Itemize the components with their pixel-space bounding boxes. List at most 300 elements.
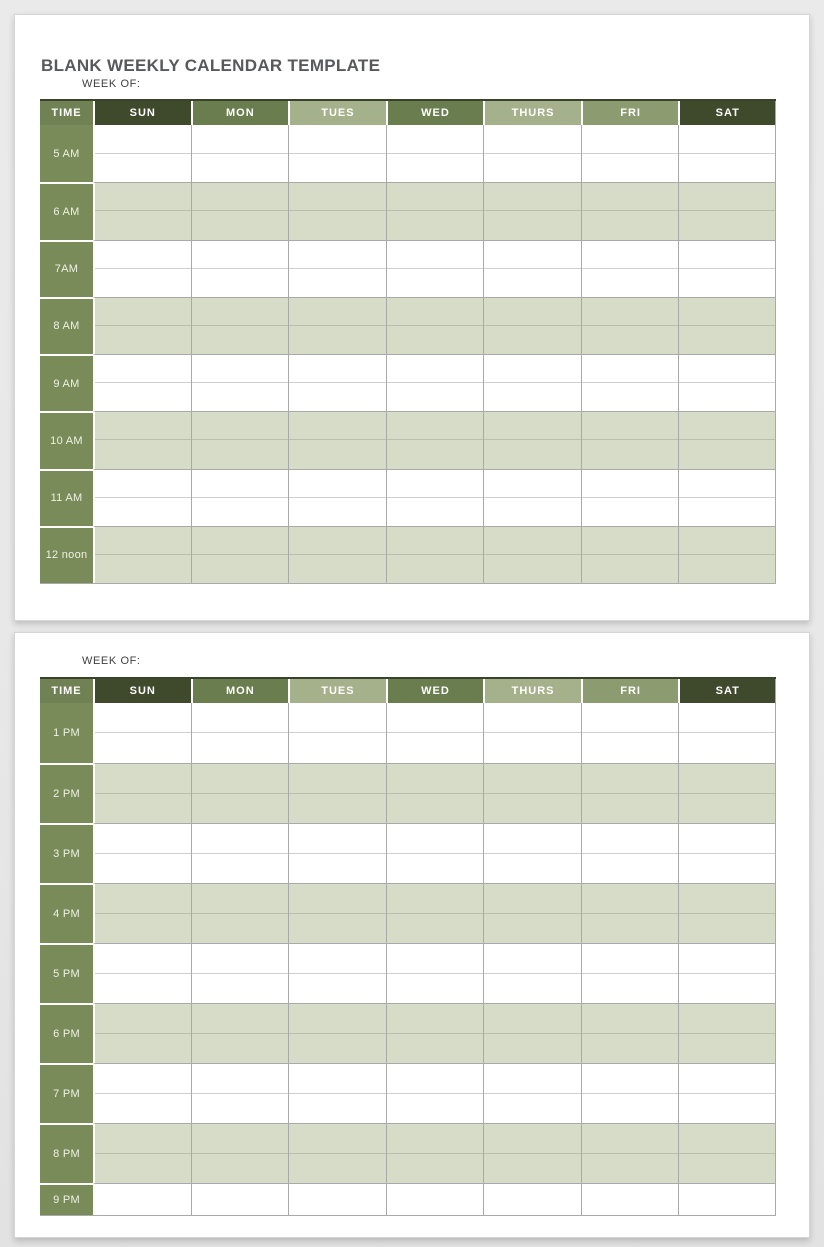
calendar-half-cell xyxy=(192,733,289,763)
calendar-half-cell xyxy=(679,125,775,154)
calendar-half-cell xyxy=(679,527,775,555)
column-header-fri: FRI xyxy=(581,679,679,703)
calendar-cell xyxy=(483,823,581,883)
hour-row xyxy=(40,943,776,1003)
calendar-cell xyxy=(93,297,191,354)
calendar-half-cell xyxy=(289,355,386,383)
calendar-cell xyxy=(678,763,776,823)
calendar-cell xyxy=(288,297,386,354)
hour-row xyxy=(40,1003,776,1063)
column-header-sun: SUN xyxy=(93,101,191,125)
calendar-cell xyxy=(288,469,386,526)
calendar-half-cell xyxy=(582,794,679,824)
calendar-half-cell xyxy=(679,824,775,854)
calendar-half-cell xyxy=(289,154,386,183)
calendar-half-cell xyxy=(192,470,289,498)
calendar-half-cell xyxy=(289,241,386,269)
calendar-cell xyxy=(678,1183,776,1215)
calendar-cell xyxy=(678,883,776,943)
calendar-half-cell xyxy=(387,298,484,326)
calendar-half-cell xyxy=(582,498,679,526)
calendar-cell xyxy=(93,763,191,823)
calendar-half-cell xyxy=(95,326,191,354)
calendar-half-cell xyxy=(95,1154,191,1184)
time-row-label: 7AM xyxy=(40,240,93,297)
calendar-half-cell xyxy=(289,211,386,239)
calendar-cell xyxy=(288,703,386,763)
column-header-wed: WED xyxy=(386,101,484,125)
calendar-cell xyxy=(678,703,776,763)
calendar-half-cell xyxy=(484,241,581,269)
calendar-half-cell xyxy=(484,412,581,440)
calendar-half-cell xyxy=(484,383,581,411)
calendar-half-cell xyxy=(582,326,679,354)
calendar-cell xyxy=(191,883,289,943)
calendar-half-cell xyxy=(192,440,289,468)
calendar-cell xyxy=(93,703,191,763)
calendar-half-cell xyxy=(192,854,289,884)
calendar-half-cell xyxy=(95,884,191,914)
calendar-half-cell xyxy=(192,1004,289,1034)
calendar-half-cell xyxy=(679,854,775,884)
calendar-half-cell xyxy=(289,527,386,555)
calendar-half-cell xyxy=(289,884,386,914)
hour-row xyxy=(40,297,776,354)
calendar-half-cell xyxy=(387,412,484,440)
calendar-cell xyxy=(483,469,581,526)
calendar-cell xyxy=(483,763,581,823)
calendar-cell xyxy=(581,469,679,526)
calendar-half-cell xyxy=(289,383,386,411)
calendar-cell xyxy=(191,823,289,883)
calendar-cell xyxy=(581,1123,679,1183)
calendar-half-cell xyxy=(192,154,289,183)
calendar-cell xyxy=(288,1123,386,1183)
calendar-cell xyxy=(483,703,581,763)
calendar-half-cell xyxy=(679,412,775,440)
calendar-half-cell xyxy=(289,1064,386,1094)
calendar-half-cell xyxy=(192,527,289,555)
calendar-half-cell xyxy=(192,241,289,269)
calendar-half-cell xyxy=(95,241,191,269)
calendar-cell xyxy=(93,1123,191,1183)
calendar-cell xyxy=(386,354,484,411)
calendar-half-cell xyxy=(289,794,386,824)
calendar-half-cell xyxy=(484,1124,581,1154)
calendar-half-cell xyxy=(289,470,386,498)
calendar-half-cell xyxy=(582,211,679,239)
calendar-half-cell xyxy=(192,1034,289,1064)
calendar-half-cell xyxy=(582,470,679,498)
calendar-half-cell xyxy=(192,1094,289,1124)
calendar-half-cell xyxy=(387,154,484,183)
calendar-half-cell xyxy=(582,703,679,733)
column-header-thurs: THURS xyxy=(483,679,581,703)
calendar-half-cell xyxy=(192,555,289,583)
calendar-half-cell xyxy=(289,824,386,854)
calendar-half-cell xyxy=(95,764,191,794)
calendar-half-cell xyxy=(484,703,581,733)
calendar-cell xyxy=(678,943,776,1003)
calendar-half-cell xyxy=(679,884,775,914)
calendar-cell xyxy=(288,1063,386,1123)
calendar-half-cell xyxy=(95,527,191,555)
calendar-cell xyxy=(386,1123,484,1183)
calendar-cell xyxy=(386,823,484,883)
calendar-half-cell xyxy=(484,1004,581,1034)
calendar-half-cell xyxy=(289,974,386,1004)
calendar-cell xyxy=(678,125,776,182)
calendar-half-cell xyxy=(387,1124,484,1154)
calendar-half-cell xyxy=(679,944,775,974)
calendar-cell xyxy=(288,240,386,297)
calendar-half-cell xyxy=(484,470,581,498)
calendar-cell xyxy=(386,411,484,468)
calendar-cell xyxy=(386,943,484,1003)
calendar-half-cell xyxy=(95,1094,191,1124)
calendar-half-cell xyxy=(484,914,581,944)
time-row-label: 10 AM xyxy=(40,411,93,468)
calendar-cell xyxy=(191,943,289,1003)
calendar-cell xyxy=(386,526,484,583)
calendar-cell xyxy=(386,703,484,763)
calendar-half-cell xyxy=(387,764,484,794)
calendar-half-cell xyxy=(679,733,775,763)
calendar-cell xyxy=(581,1003,679,1063)
calendar-half-cell xyxy=(387,1004,484,1034)
calendar-half-cell xyxy=(679,1004,775,1034)
column-header-mon: MON xyxy=(191,101,289,125)
calendar-cell xyxy=(288,943,386,1003)
calendar-cell xyxy=(483,526,581,583)
calendar-cell xyxy=(288,526,386,583)
calendar-half-cell xyxy=(484,154,581,183)
calendar-half-cell xyxy=(387,1064,484,1094)
weekly-calendar-table-am xyxy=(40,99,776,584)
calendar-half-cell xyxy=(95,211,191,239)
hour-row xyxy=(40,469,776,526)
calendar-half-cell xyxy=(289,944,386,974)
calendar-half-cell xyxy=(387,1094,484,1124)
calendar-half-cell xyxy=(484,498,581,526)
calendar-half-cell xyxy=(192,1064,289,1094)
hour-row xyxy=(40,354,776,411)
calendar-cell xyxy=(191,182,289,239)
calendar-half-cell xyxy=(289,1154,386,1184)
calendar-half-cell xyxy=(679,241,775,269)
calendar-half-cell xyxy=(95,383,191,411)
calendar-half-cell xyxy=(582,355,679,383)
calendar-cell xyxy=(483,354,581,411)
calendar-half-cell xyxy=(484,555,581,583)
calendar-cell xyxy=(678,297,776,354)
calendar-half-cell xyxy=(387,733,484,763)
calendar-cell xyxy=(678,823,776,883)
calendar-half-cell xyxy=(192,125,289,154)
calendar-half-cell xyxy=(95,944,191,974)
calendar-half-cell xyxy=(289,498,386,526)
calendar-half-cell xyxy=(679,914,775,944)
calendar-half-cell xyxy=(582,125,679,154)
calendar-half-cell xyxy=(387,355,484,383)
calendar-half-cell xyxy=(484,824,581,854)
calendar-half-cell xyxy=(582,974,679,1004)
calendar-half-cell xyxy=(95,974,191,1004)
calendar-half-cell xyxy=(582,1154,679,1184)
calendar-cell xyxy=(581,354,679,411)
calendar-cell xyxy=(581,125,679,182)
calendar-half-cell xyxy=(582,1034,679,1064)
calendar-half-cell xyxy=(387,498,484,526)
column-header-mon: MON xyxy=(191,679,289,703)
calendar-cell xyxy=(288,1003,386,1063)
calendar-half-cell xyxy=(387,183,484,211)
time-row-label: 6 AM xyxy=(40,182,93,239)
calendar-cell xyxy=(483,943,581,1003)
calendar-cell xyxy=(386,1183,484,1215)
calendar-half-cell xyxy=(484,794,581,824)
calendar-half-cell xyxy=(679,440,775,468)
calendar-cell xyxy=(191,297,289,354)
calendar-cell xyxy=(93,526,191,583)
calendar-cell xyxy=(678,1003,776,1063)
calendar-header-row xyxy=(40,99,776,125)
column-header-sat: SAT xyxy=(678,679,776,703)
calendar-half-cell xyxy=(582,1124,679,1154)
calendar-half-cell xyxy=(95,440,191,468)
calendar-half-cell xyxy=(484,298,581,326)
calendar-half-cell xyxy=(192,764,289,794)
calendar-half-cell xyxy=(192,383,289,411)
calendar-half-cell xyxy=(289,269,386,297)
calendar-half-cell xyxy=(192,269,289,297)
calendar-half-cell xyxy=(679,1094,775,1124)
calendar-half-cell xyxy=(289,914,386,944)
calendar-half-cell xyxy=(289,440,386,468)
calendar-cell xyxy=(191,1183,289,1215)
calendar-half-cell xyxy=(582,944,679,974)
calendar-half-cell xyxy=(484,854,581,884)
calendar-half-cell xyxy=(289,703,386,733)
calendar-half-cell xyxy=(679,794,775,824)
hour-row xyxy=(40,125,776,182)
calendar-half-cell xyxy=(679,1034,775,1064)
calendar-half-cell xyxy=(289,326,386,354)
calendar-cell xyxy=(191,1123,289,1183)
time-row-label: 9 PM xyxy=(40,1183,93,1215)
hour-row xyxy=(40,703,776,763)
calendar-half-cell xyxy=(95,914,191,944)
calendar-cell xyxy=(386,125,484,182)
calendar-cell xyxy=(93,411,191,468)
column-header-time: TIME xyxy=(40,101,93,125)
calendar-cell xyxy=(581,763,679,823)
calendar-half-cell xyxy=(387,884,484,914)
calendar-half-cell xyxy=(289,555,386,583)
calendar-half-cell xyxy=(484,974,581,1004)
calendar-cell xyxy=(678,1123,776,1183)
calendar-half-cell xyxy=(582,854,679,884)
calendar-half-cell xyxy=(484,733,581,763)
calendar-cell xyxy=(678,240,776,297)
calendar-half-cell xyxy=(95,154,191,183)
calendar-half-cell xyxy=(679,1124,775,1154)
calendar-cell xyxy=(386,1063,484,1123)
calendar-half-cell xyxy=(289,298,386,326)
calendar-cell xyxy=(386,182,484,239)
calendar-half-cell xyxy=(192,974,289,1004)
calendar-body xyxy=(40,703,776,1216)
calendar-cell xyxy=(581,411,679,468)
calendar-half-cell xyxy=(582,183,679,211)
calendar-half-cell xyxy=(484,269,581,297)
calendar-half-cell xyxy=(387,944,484,974)
calendar-half-cell xyxy=(679,326,775,354)
calendar-half-cell xyxy=(484,1154,581,1184)
calendar-half-cell xyxy=(679,498,775,526)
calendar-cell xyxy=(93,1183,191,1215)
hour-row xyxy=(40,823,776,883)
calendar-half-cell xyxy=(484,211,581,239)
calendar-cell xyxy=(288,763,386,823)
calendar-half-cell xyxy=(95,1124,191,1154)
calendar-half-cell xyxy=(582,440,679,468)
calendar-half-cell xyxy=(289,1094,386,1124)
calendar-half-cell xyxy=(387,470,484,498)
calendar-cell xyxy=(386,883,484,943)
column-header-fri: FRI xyxy=(581,101,679,125)
calendar-half-cell xyxy=(387,1154,484,1184)
calendar-cell xyxy=(581,182,679,239)
calendar-half-cell xyxy=(484,125,581,154)
calendar-cell xyxy=(483,883,581,943)
calendar-cell xyxy=(581,1063,679,1123)
calendar-cell xyxy=(678,411,776,468)
calendar-cell xyxy=(678,469,776,526)
hour-row xyxy=(40,182,776,239)
calendar-half-cell xyxy=(484,183,581,211)
column-header-wed: WED xyxy=(386,679,484,703)
calendar-half-cell xyxy=(387,269,484,297)
hour-row xyxy=(40,1123,776,1183)
calendar-cell xyxy=(288,883,386,943)
calendar-cell xyxy=(386,297,484,354)
calendar-half-cell xyxy=(484,944,581,974)
calendar-cell xyxy=(386,469,484,526)
time-row-label: 1 PM xyxy=(40,703,93,763)
time-row-label: 4 PM xyxy=(40,883,93,943)
calendar-cell xyxy=(581,823,679,883)
calendar-half-cell xyxy=(582,527,679,555)
calendar-half-cell xyxy=(95,412,191,440)
calendar-cell xyxy=(581,526,679,583)
calendar-half-cell xyxy=(95,1004,191,1034)
calendar-half-cell xyxy=(95,794,191,824)
calendar-half-cell xyxy=(679,383,775,411)
calendar-half-cell xyxy=(289,183,386,211)
hour-row xyxy=(40,883,776,943)
calendar-half-cell xyxy=(679,703,775,733)
calendar-half-cell xyxy=(484,527,581,555)
calendar-half-cell xyxy=(387,824,484,854)
calendar-half-cell xyxy=(387,974,484,1004)
calendar-cell xyxy=(483,1123,581,1183)
time-row-label: 5 AM xyxy=(40,125,93,182)
column-header-sun: SUN xyxy=(93,679,191,703)
calendar-half-cell xyxy=(95,298,191,326)
calendar-half-cell xyxy=(192,326,289,354)
calendar-half-cell xyxy=(192,703,289,733)
calendar-half-cell xyxy=(582,241,679,269)
calendar-cell xyxy=(93,1003,191,1063)
time-row-label: 5 PM xyxy=(40,943,93,1003)
calendar-half-cell xyxy=(582,884,679,914)
hour-row xyxy=(40,763,776,823)
calendar-half-cell xyxy=(95,703,191,733)
calendar-cell xyxy=(483,125,581,182)
calendar-half-cell xyxy=(582,764,679,794)
weekly-calendar-table-pm xyxy=(40,677,776,1216)
calendar-cell xyxy=(93,469,191,526)
calendar-half-cell xyxy=(192,412,289,440)
calendar-cell xyxy=(581,943,679,1003)
calendar-half-cell xyxy=(679,974,775,1004)
calendar-half-cell xyxy=(679,154,775,183)
calendar-half-cell xyxy=(387,383,484,411)
calendar-half-cell xyxy=(192,824,289,854)
time-row-label: 7 PM xyxy=(40,1063,93,1123)
calendar-half-cell xyxy=(95,470,191,498)
column-header-sat: SAT xyxy=(678,101,776,125)
calendar-half-cell xyxy=(387,326,484,354)
calendar-half-cell xyxy=(679,183,775,211)
calendar-half-cell xyxy=(484,884,581,914)
calendar-half-cell xyxy=(95,824,191,854)
calendar-cell xyxy=(678,182,776,239)
calendar-half-cell xyxy=(289,125,386,154)
calendar-half-cell xyxy=(679,1154,775,1184)
calendar-cell xyxy=(93,354,191,411)
calendar-cell xyxy=(191,1003,289,1063)
calendar-cell xyxy=(93,943,191,1003)
calendar-cell xyxy=(191,763,289,823)
calendar-cell xyxy=(288,125,386,182)
calendar-cell xyxy=(93,883,191,943)
calendar-cell xyxy=(483,297,581,354)
calendar-half-cell xyxy=(582,412,679,440)
calendar-half-cell xyxy=(679,298,775,326)
calendar-half-cell xyxy=(387,527,484,555)
time-row-label: 6 PM xyxy=(40,1003,93,1063)
calendar-half-cell xyxy=(95,1034,191,1064)
calendar-half-cell xyxy=(387,125,484,154)
calendar-body xyxy=(40,125,776,584)
calendar-cell xyxy=(191,411,289,468)
calendar-half-cell xyxy=(484,1034,581,1064)
calendar-half-cell xyxy=(484,764,581,794)
calendar-half-cell xyxy=(192,1124,289,1154)
calendar-half-cell xyxy=(679,470,775,498)
calendar-half-cell xyxy=(387,440,484,468)
calendar-cell xyxy=(483,182,581,239)
calendar-half-cell xyxy=(582,1094,679,1124)
calendar-half-cell xyxy=(582,1004,679,1034)
calendar-half-cell xyxy=(192,211,289,239)
calendar-cell xyxy=(288,1183,386,1215)
calendar-half-cell xyxy=(679,211,775,239)
calendar-half-cell xyxy=(95,269,191,297)
calendar-cell xyxy=(483,1063,581,1123)
